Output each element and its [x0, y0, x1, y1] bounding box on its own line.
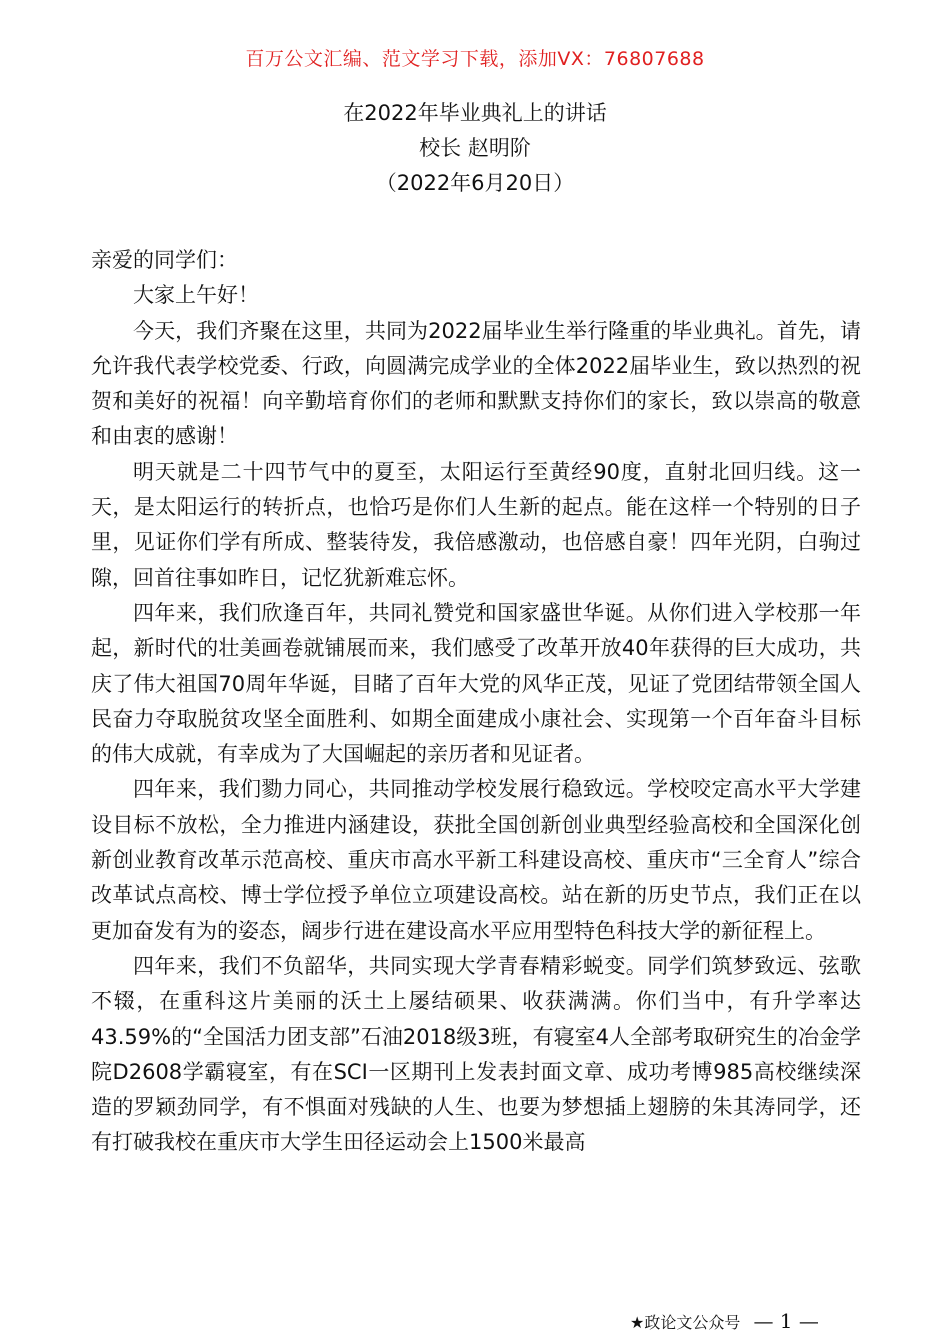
- salutation: 亲爱的同学们：: [91, 248, 238, 272]
- speech-body: [91, 243, 861, 1161]
- speech-title: 在2022年毕业典礼上的讲话: [343, 101, 607, 125]
- paragraph-opening: 今天，我们齐聚在这里，共同为2022届毕业生举行隆重的毕业典礼。首先，请允许我代表学校党委、行政，向圆满完成学业的全体2022届毕业生，致以热烈的祝贺和美好的祝福！向辛勤培育你们的老师和默默支持你们的家长，致以崇高的敬意和由衷的感谢！: [91, 318, 861, 449]
- watermark-banner: 百万公文汇编、范文学习下载，添加VX：76807688: [245, 48, 705, 70]
- paragraph-centenary: 四年来，我们欣逢百年，共同礼赞党和国家盛世华诞。从你们进入学校那一年起，新时代的壮美画卷就铺展而来，我们感受了改革开放40年获得的巨大成功，共庆了伟大祖国70周年华诞，目睹了百年大党的风华正茂，见证了党团结带领全国人民奋力夺取脱贫攻坚全面胜利、如期全面建成小康社会、实现第一个百年奋斗目标的伟大成就，有幸成为了大国崛起的亲历者和见证者。: [91, 600, 861, 767]
- speaker-line: 校长 赵明阶: [419, 136, 531, 160]
- page-footer: [630, 1309, 819, 1333]
- speech-date: （2022年6月20日）: [375, 171, 575, 195]
- paragraph-school-development: 四年来，我们勠力同心，共同推动学校发展行稳致远。学校咬定高水平大学建设目标不放松，全力推进内涵建设，获批全国创新创业典型经验高校和全国深化创新创业教育改革示范高校、重庆市高水平新工科建设高校、重庆市“三全育人”综合改革试点高校、博士学位授予单位立项建设高校。站在新的历史节点，我们正在以更加奋发有为的姿态，阔步行进在建设高水平应用型特色科技大学的新征程上。: [91, 777, 861, 943]
- paragraph-greeting: 大家上午好！: [133, 283, 259, 308]
- page-number: — 1 —: [753, 1309, 819, 1333]
- paragraph-student-achievements: 四年来，我们不负韶华，共同实现大学青春精彩蜕变。同学们筑梦致远、弦歌不辍，在重科这片美丽的沃土上屡结硕果、收获满满。你们当中，有升学率达43.59%的“全国活力团支部”石油2018级3班，有寝室4人全部考取研究生的冶金学院D2608学霸寝室，有在SCI一区期刊上发表封面文章、成功考博985高校继续深造的罗颖劲同学，有不惧面对残缺的人生、也要为梦想插上翅膀的朱其涛同学，还有打破我校在重庆市大学生田径运动会上1500米最高: [91, 953, 861, 1155]
- paragraph-summer-solstice: 明天就是二十四节气中的夏至，太阳运行至黄经90度，直射北回归线。这一天，是太阳运行的转折点，也恰巧是你们人生新的起点。能在这样一个特别的日子里，见证你们学有所成、整装待发，我倍感激动，也倍感自豪！四年光阴，白驹过隙，回首往事如昨日，记忆犹新难忘怀。: [91, 459, 861, 590]
- footer-source: ★政论文公众号: [630, 1313, 741, 1332]
- title-block: [0, 96, 950, 201]
